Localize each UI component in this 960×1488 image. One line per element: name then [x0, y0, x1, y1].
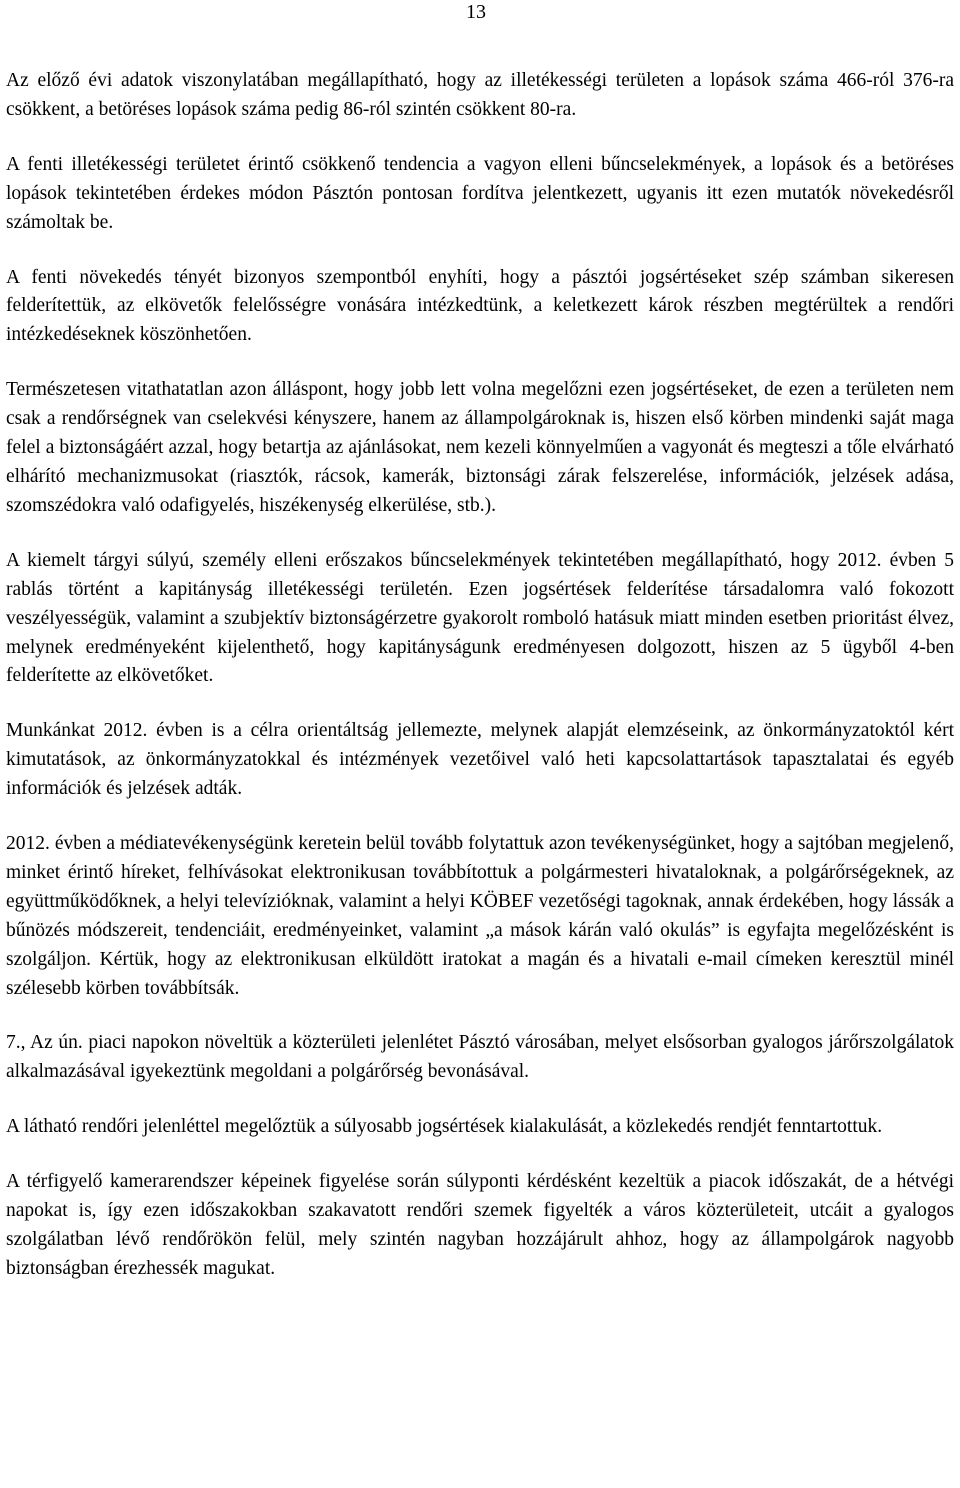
- paragraph-theft-statistics: Az előző évi adatok viszonylatában megállapítható, hogy az illetékességi területen a lopások száma 466-ról 376-ra csökkent, a betöréses lopások száma pedig 86-ról szintén csökkent 80-ra.: [6, 70, 954, 120]
- paragraph-market-days: 7., Az ún. piaci napokon növeltük a közterületi jelenlétet Pásztó városában, melyet elsősorban gyalogos járőrszolgálatok alkalmazásával igyekeztünk megoldani a polgárőrség bevonásával.: [6, 1032, 954, 1083]
- paragraph-media-activity: 2012. évben a médiatevékenységünk keretein belül tovább folytattuk azon tevékenységünket, hogy a sajtóban megjelenő, minket érintő híreket, felhívásokat elektronikusan továbbítottuk a polgármesteri hivataloknak, a polgárőrségeknek, az együttműködőknek, a helyi televízióknak, valamint a helyi KÖBEF vezetőségi tagoknak, annak érdekében, hogy lássák a bűnözés módszereit, tendenciáit, eredményeinket, valamint „a mások kárán való okulás” is egyfajta megelőzésként is szolgáljon. Kértük, hogy az elektronikusan elküldött iratokat a magán és a hivatali e-mail címeken keresztül minél szélesebb körben továbbítsák.: [6, 833, 954, 999]
- document-body: [6, 67, 954, 1310]
- paragraph-prevention-responsibility: Természetesen vitathatatlan azon álláspont, hogy jobb lett volna megelőzni ezen jogsértéseket, de ezen a területen nem csak a rendőrségnek van cselekvési kényszere, hanem az állampolgároknak is, hiszen első körben mindenki saját maga felel a biztonságáért azzal, hogy betartja az ajánlásokat, nem kezeli könnyelműen a vagyonát és megteszi a tőle elvárható elhárító mechanizmusokat (riasztók, rácsok, kamerák, biztonsági zárak felszerelése, információk, jelzések adása, szomszédokra való odafigyelés, hiszékenység elkerülése, stb.).: [6, 379, 954, 516]
- paragraph-cctv-monitoring: A térfigyelő kamerarendszer képeinek figyelése során súlyponti kérdésként kezeltük a piacok időszakát, de a hétvégi napokat is, így ezen időszakokban szakavatott rendőri szemek figyelték a város közterületeit, utcáit a gyalogos szolgálatban lévő rendőrökön felül, mely szintén nagyban hozzájárult ahhoz, hogy az állampolgárok nagyobb biztonságban érezhessék magukat.: [6, 1171, 954, 1279]
- paragraph-paszto-trend: A fenti illetékességi területet érintő csökkenő tendencia a vagyon elleni bűncselekmények, a lopások és a betöréses lopások tekintetében érdekes módon Pásztón pontosan fordítva jelentkezett, ugyanis itt ezen mutatók növekedésről számoltak be.: [6, 153, 954, 233]
- paragraph-violent-crimes: A kiemelt tárgyi súlyú, személy elleni erőszakos bűncselekmények tekintetében megállapítható, hogy 2012. évben 5 rablás történt a kapitányság illetékességi területén. Ezen jogsértések felderítése társadalomra való fokozott veszélyességük, valamint a szubjektív biztonságérzetre gyakorolt romboló hatásuk miatt minden esetben prioritást élvez, melynek eredményeként kijelenthető, hogy kapitányságunk eredményesen dolgozott, hiszen az 5 ügyből 4-ben felderítette az elkövetőket.: [6, 549, 954, 687]
- paragraph-detection-success: A fenti növekedés tényét bizonyos szempontból enyhíti, hogy a pásztói jogsértéseket szép számban sikeresen felderítettük, az elkövetők felelősségre vonására intézkedtünk, a keletkezett károk részben megtérültek a rendőri intézkedéseknek köszönhetően.: [6, 266, 954, 346]
- page-number: 13: [466, 1, 486, 23]
- paragraph-work-orientation: Munkánkat 2012. évben is a célra orientáltság jellemezte, melynek alapját elemzéseink, az önkormányzatoktól kért kimutatások, az önkormányzatokkal és intézmények vezetőivel való heti kapcsolattartások tapasztalatai és egyéb információk és jelzések adták.: [6, 720, 954, 800]
- paragraph-visible-presence: A látható rendőri jelenléttel megelőztük a súlyosabb jogsértések kialakulását, a közlekedés rendjét fenntartottuk.: [6, 1116, 883, 1138]
